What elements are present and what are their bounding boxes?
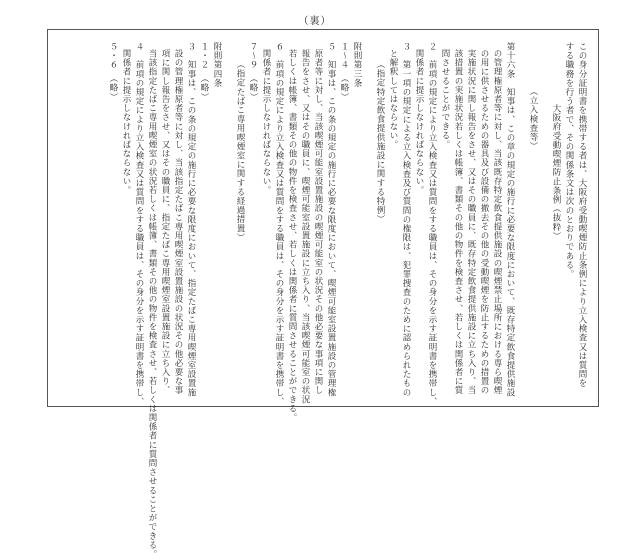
text-column: 大阪府受動喫煙防止条例（抜粋） (551, 104, 561, 241)
text-column: ３ 第一項の規定による立入検査及び質問の権限は、犯罪捜査のために認められたもの (401, 42, 411, 397)
text-column: ３ 知事は、この条の規定の施行に必要な限度において、指定たばこ専用喫煙室設置施 (186, 42, 196, 397)
text-column: 関係者に提示しなければならない。 (121, 49, 131, 195)
text-column: 附則第四条 (212, 42, 222, 88)
text-column: ２ 前項の規定により立入検査又は質問をする職員は、その身分を示す証明書を携帯し、 (427, 42, 437, 406)
text-column: （指定たばこ専用喫煙室に関する経過措置） (235, 60, 245, 242)
text-column: 問させることができる。 (440, 49, 450, 150)
text-column: 報告をさせ、又はその職員に、喫煙可能室設置施設に立ち入り、当該喫煙可能室の状況 (300, 49, 310, 404)
text-column: の管理権原者等に対し、当該既存特定飲食提供施設の喫煙禁止場所における専ら喫煙 (492, 49, 502, 395)
text-column: する職務を行う者で、その関係条文は次のとおりである。 (564, 42, 574, 279)
text-column: （立入検査等） (528, 87, 538, 151)
text-column: ４ 前項の規定により立入検査又は質問をする職員は、その身分を示す証明書を携帯し、 (134, 42, 144, 406)
text-column: ５・６ （略） (108, 42, 118, 102)
vertical-text-body (106, 42, 588, 559)
text-column: 第十六条 知事は、この章の規定の施行に必要な限度において、既存特定飲食提供施設 (505, 42, 515, 397)
text-column: 当該指定たばこ専用喫煙室の状況若しくは帳簿、書類その他の物件を検査させ、若しくは関係者に質問させることができる。 (147, 49, 157, 559)
document-frame (47, 29, 599, 559)
text-column: の用に供させるための器具及び設備の撤去その他の受動喫煙を防止するための措置の (479, 49, 489, 395)
text-column: ７～９ （略） (248, 42, 258, 102)
text-column: 設の管理権原者等に対し、当該指定たばこ専用喫煙室設置施設の状況その他必要な事 (173, 49, 183, 395)
text-column: 関係者に提示しなければならない。 (261, 49, 271, 195)
text-column: １～４ （略） (339, 42, 349, 102)
text-column: ５ 知事は、この条の規定の施行に必要な限度において、喫煙可能室設置施設の管理権 (326, 42, 336, 397)
text-column: 実施状況に関し報告をさせ、又はその職員に、既存特定飲食提供施設に立ち入り、当 (466, 49, 476, 395)
text-column: ６ 前項の規定により立入検査又は質問をする職員は、その身分を示す証明書を携帯し、 (274, 42, 284, 406)
text-column: 附則第三条 (352, 42, 362, 88)
text-column: 関係者に提示しなければならない。 (414, 49, 424, 195)
text-column: 該措置の実施状況若しくは帳簿、書類その他の物件を検査させ、若しくは関係者に質 (453, 49, 463, 395)
text-column: 原者等に対し、当該喫煙可能室設置施設の喫煙可能室の状況その他必要な事項に関し (313, 49, 323, 395)
text-column: 若しくは帳簿、書類その他の物件を検査させ、若しくは関係者に質問させることができる。 (287, 49, 297, 423)
text-column: 項に関し報告をさせ、又はその職員に、指定たばこ専用喫煙室設置施設に立ち入り、 (160, 49, 170, 395)
text-column: この身分証明書を携帯する者は、大阪府受動喫煙防止条例により立入検査又は質問を (577, 42, 587, 388)
text-column: （指定特定飲食提供施設に関する特例） (375, 60, 385, 224)
page-caption: （裏） (298, 16, 332, 27)
text-column: と解釈してはならない。 (388, 49, 398, 150)
text-column: １・２ （略） (199, 42, 209, 102)
